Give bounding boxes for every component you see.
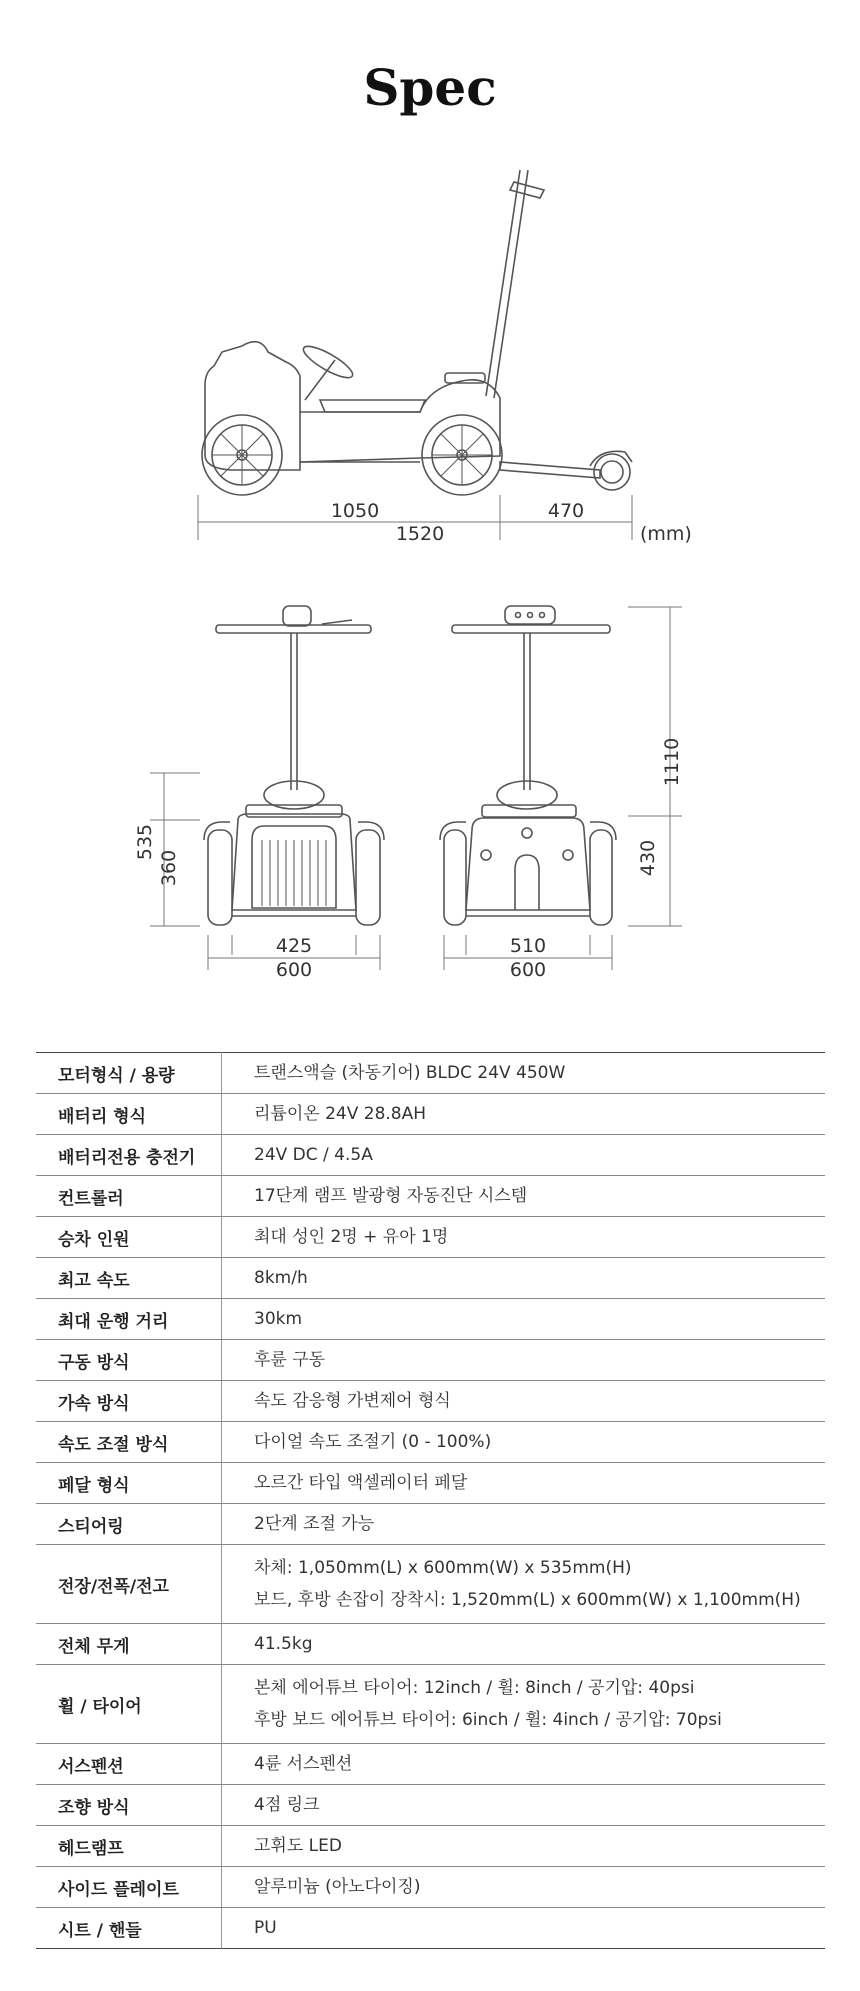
spec-table-body xyxy=(36,1053,825,1949)
spec-value xyxy=(222,1340,826,1381)
side-view-drawing xyxy=(202,170,632,495)
front-dim-height-total: 535 xyxy=(134,823,156,861)
spec-value xyxy=(222,1299,826,1340)
spec-value xyxy=(222,1504,826,1545)
spec-label: 모터형식 / 용량 xyxy=(36,1053,222,1094)
spec-value-line: 4점 링크 xyxy=(254,1795,320,1815)
unit-label: (mm) xyxy=(640,523,692,545)
spec-value xyxy=(222,1217,826,1258)
spec-label: 전장/전폭/전고 xyxy=(36,1545,222,1624)
spec-value-line: 41.5kg xyxy=(254,1634,313,1654)
spec-label: 페달 형식 xyxy=(36,1463,222,1504)
spec-row xyxy=(36,1744,825,1785)
spec-label: 구동 방식 xyxy=(36,1340,222,1381)
spec-row xyxy=(36,1867,825,1908)
spec-value-line: 리튬이온 24V 28.8AH xyxy=(254,1104,427,1124)
spec-value xyxy=(222,1785,826,1826)
spec-value-line: 8km/h xyxy=(254,1268,308,1288)
front-view-drawing xyxy=(204,606,384,925)
spec-value-line: 2단계 조절 가능 xyxy=(254,1514,375,1534)
spec-value xyxy=(222,1422,826,1463)
spec-value-line: 고휘도 LED xyxy=(254,1836,342,1856)
spec-label: 시트 / 핸들 xyxy=(36,1908,222,1949)
spec-row xyxy=(36,1422,825,1463)
spec-value xyxy=(222,1053,826,1094)
spec-value xyxy=(222,1135,826,1176)
spec-value-line: 알루미늄 (아노다이징) xyxy=(254,1877,421,1897)
spec-row xyxy=(36,1135,825,1176)
spec-label: 승차 인원 xyxy=(36,1217,222,1258)
spec-value xyxy=(222,1463,826,1504)
spec-value-line: 17단계 램프 발광형 자동진단 시스템 xyxy=(254,1186,528,1206)
spec-value-line: 본체 에어튜브 타이어: 12inch / 휠: 8inch / 공기압: 40psi xyxy=(254,1678,695,1698)
front-dim-width-outer: 600 xyxy=(275,959,313,981)
spec-value-line: 후륜 구동 xyxy=(254,1350,326,1370)
spec-label: 헤드램프 xyxy=(36,1826,222,1867)
spec-label: 배터리 형식 xyxy=(36,1094,222,1135)
spec-row xyxy=(36,1545,825,1624)
spec-value-line: 오르간 타입 액셀레이터 페달 xyxy=(254,1473,468,1493)
spec-value xyxy=(222,1624,826,1665)
spec-value xyxy=(222,1826,826,1867)
spec-row xyxy=(36,1217,825,1258)
spec-label: 사이드 플레이트 xyxy=(36,1867,222,1908)
spec-label: 휠 / 타이어 xyxy=(36,1665,222,1744)
spec-row xyxy=(36,1094,825,1135)
spec-label: 배터리전용 충전기 xyxy=(36,1135,222,1176)
spec-label: 속도 조절 방식 xyxy=(36,1422,222,1463)
spec-row xyxy=(36,1665,825,1744)
spec-value xyxy=(222,1867,826,1908)
spec-label: 스티어링 xyxy=(36,1504,222,1545)
spec-value xyxy=(222,1176,826,1217)
spec-value xyxy=(222,1545,826,1624)
spec-label: 컨트롤러 xyxy=(36,1176,222,1217)
spec-label: 최고 속도 xyxy=(36,1258,222,1299)
front-dim-width-inner: 425 xyxy=(275,935,313,957)
spec-value-line: 최대 성인 2명 + 유아 1명 xyxy=(254,1227,449,1247)
page-title: Spec xyxy=(363,58,497,117)
spec-value xyxy=(222,1381,826,1422)
spec-value xyxy=(222,1744,826,1785)
spec-value xyxy=(222,1908,826,1949)
spec-row xyxy=(36,1340,825,1381)
spec-value-line: 30km xyxy=(254,1309,303,1329)
spec-value-line: 24V DC / 4.5A xyxy=(254,1145,373,1165)
spec-value xyxy=(222,1665,826,1744)
spec-row xyxy=(36,1258,825,1299)
spec-row xyxy=(36,1785,825,1826)
rear-dim-height-total: 1110 xyxy=(661,737,683,787)
spec-row xyxy=(36,1908,825,1949)
rear-dim-width-inner: 510 xyxy=(509,935,547,957)
spec-value-line: 속도 감응형 가변제어 형식 xyxy=(254,1391,451,1411)
rear-view-drawing xyxy=(440,606,616,925)
side-dim-total: 1520 xyxy=(395,523,445,545)
spec-value-line: 차체: 1,050mm(L) x 600mm(W) x 535mm(H) xyxy=(254,1558,632,1578)
spec-row xyxy=(36,1504,825,1545)
spec-row xyxy=(36,1053,825,1094)
side-dim-rear: 470 xyxy=(547,500,585,522)
spec-label: 최대 운행 거리 xyxy=(36,1299,222,1340)
spec-row xyxy=(36,1624,825,1665)
spec-value-line: 후방 보드 에어튜브 타이어: 6inch / 휠: 4inch / 공기압: 70psi xyxy=(254,1710,722,1730)
spec-row xyxy=(36,1299,825,1340)
spec-value-line: 4륜 서스펜션 xyxy=(254,1754,353,1774)
spec-row xyxy=(36,1381,825,1422)
spec-label: 서스펜션 xyxy=(36,1744,222,1785)
front-view-dimension-lines xyxy=(150,773,380,970)
spec-value-line: 트랜스액슬 (차동기어) BLDC 24V 450W xyxy=(254,1063,566,1083)
rear-dim-height-body: 430 xyxy=(637,839,659,877)
spec-value-line: PU xyxy=(254,1918,277,1938)
spec-value xyxy=(222,1094,826,1135)
spec-label: 가속 방식 xyxy=(36,1381,222,1422)
rear-dim-width-outer: 600 xyxy=(509,959,547,981)
spec-row xyxy=(36,1463,825,1504)
front-dim-height-body: 360 xyxy=(158,849,180,887)
spec-value-line: 다이얼 속도 조절기 (0 - 100%) xyxy=(254,1432,492,1452)
spec-row xyxy=(36,1826,825,1867)
spec-label: 전체 무게 xyxy=(36,1624,222,1665)
spec-table xyxy=(36,1052,825,1949)
side-dim-front: 1050 xyxy=(330,500,380,522)
spec-row xyxy=(36,1176,825,1217)
spec-value-line: 보드, 후방 손잡이 장착시: 1,520mm(L) x 600mm(W) x 1,100mm(H) xyxy=(254,1590,801,1610)
spec-label: 조향 방식 xyxy=(36,1785,222,1826)
spec-value xyxy=(222,1258,826,1299)
